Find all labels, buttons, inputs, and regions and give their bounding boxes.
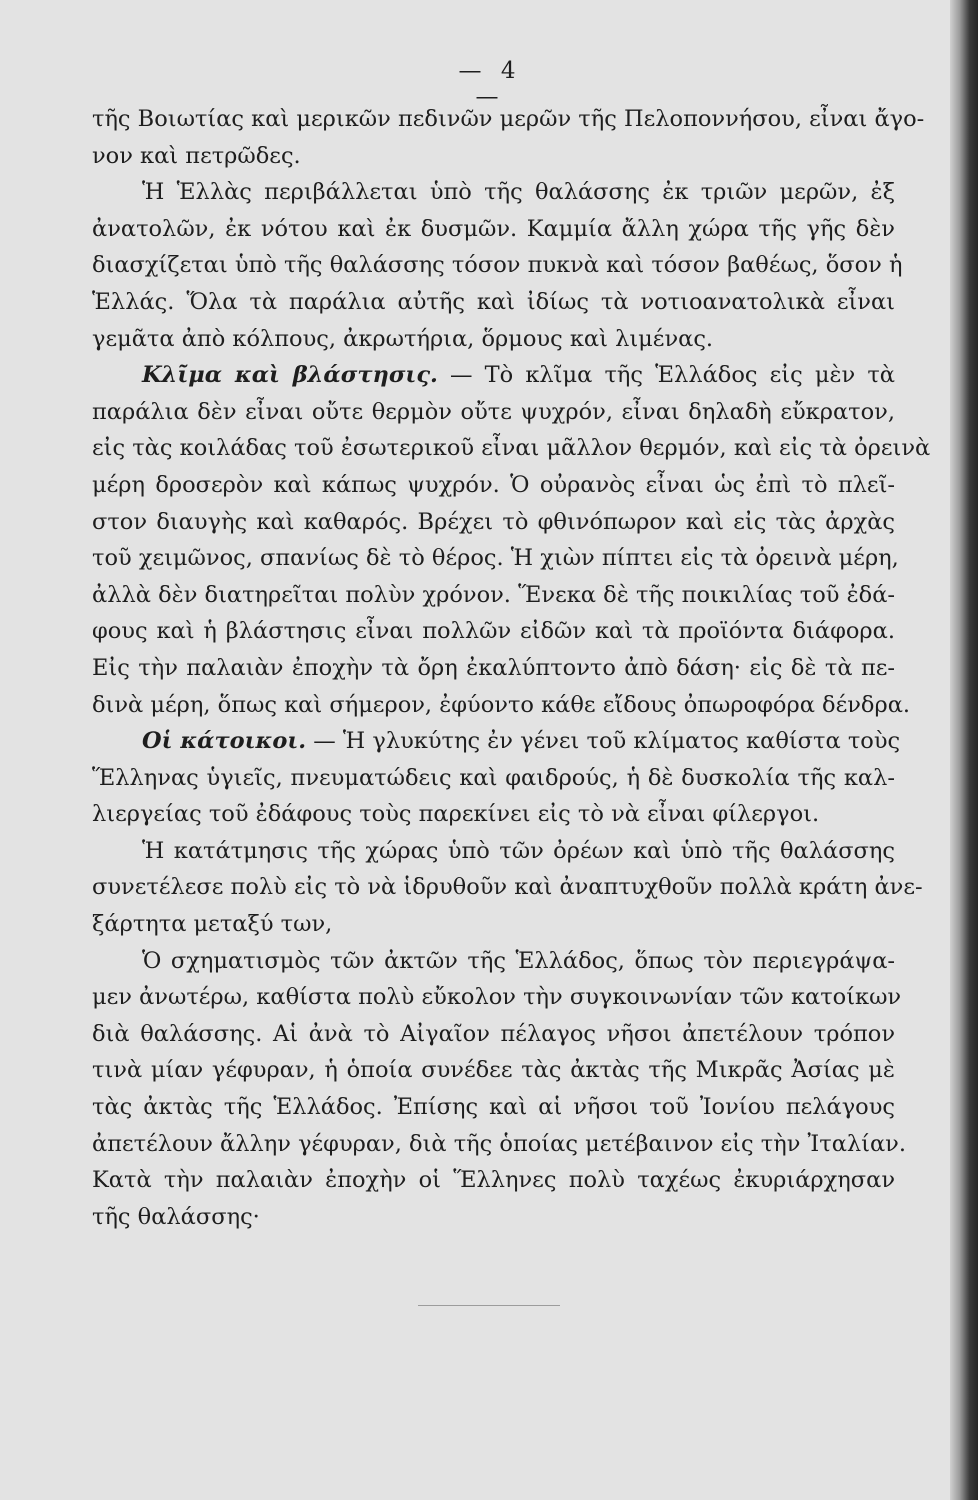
text-line: παράλια δὲν εἶναι οὔτε θερμὸν οὔτε ψυχρόν, εἶναι δηλαδὴ εὔκρατον, [92,398,895,425]
end-rule [418,1305,560,1306]
text-line: ἀλλὰ δὲν διατηρεῖται πολὺν χρόνον. Ἕνεκα δὲ τῆς ποικιλίας τοῦ ἐδά- [92,581,895,608]
text-line: Ἡ κατάτμησις τῆς χώρας ὑπὸ τῶν ὀρέων καὶ ὑπὸ τῆς θαλάσσης [142,837,895,864]
text-line: δινὰ μέρη, ὅπως καὶ σήμερον, ἐφύοντο κάθε εἴδους ὀπωροφόρα δένδρα. [92,691,911,718]
text-line: εἰς τὰς κοιλάδας τοῦ ἐσωτερικοῦ εἶναι μᾶλλον θερμόν, καὶ εἰς τὰ ὀρεινὰ [92,435,931,462]
page-number: — 4 — [458,58,522,110]
text-line: διὰ θαλάσσης. Αἱ ἀνὰ τὸ Αἰγαῖον πέλαγος νῆσοι ἀπετέλουν τρόπον [92,1020,895,1047]
section-heading-climate: Κλῖμα καὶ βλάστησις. [142,362,438,389]
page-edge-shadow [950,0,978,1500]
text-line: διασχίζεται ὑπὸ τῆς θαλάσσης τόσον πυκνὰ καὶ τόσον βαθέως, ὅσον ἡ [92,252,903,279]
text-line: Οἱ κάτοικοι. — Ἡ γλυκύτης ἐν γένει τοῦ κλίματος καθίστα τοὺς [142,728,901,755]
text-line: λιεργείας τοῦ ἐδάφους τοὺς παρεκίνει εἰς τὸ νὰ εἶναι φίλεργοι. [92,801,820,828]
text-line: μέρη δροσερὸν καὶ κάπως ψυχρόν. Ὁ οὐρανὸς εἶναι ὡς ἐπὶ τὸ πλεῖ- [92,471,895,498]
text-line: μεν ἀνωτέρω, καθίστα πολὺ εὔκολον τὴν συγκοινωνίαν τῶν κατοίκων [92,984,902,1011]
text-line: στον διαυγὴς καὶ καθαρός. Βρέχει τὸ φθινόπωρον καὶ εἰς τὰς ἀρχὰς [92,508,895,535]
text-line: ξάρτητα μεταξύ των, [92,911,333,938]
text-line: Ὁ σχηματισμὸς τῶν ἀκτῶν τῆς Ἑλλάδος, ὅπως τὸν περιεγράψα- [142,947,895,974]
section-heading-inhabitants: Οἱ κάτοικοι. [142,728,307,755]
text-line: τῆς θαλάσσης· [92,1203,260,1230]
text-line: τῆς Βοιωτίας καὶ μερικῶν πεδινῶν μερῶν τῆς Πελοποννήσου, εἶναι ἄγο- [92,106,925,132]
text-line: ἀπετέλουν ἄλλην γέφυραν, διὰ τῆς ὁποίας μετέβαινον εἰς τὴν Ἰταλίαν. [92,1130,906,1157]
text-line: Ἕλληνας ὑγιεῖς, πνευματώδεις καὶ φαιδρούς, ἡ δὲ δυσκολία τῆς καλ- [92,764,895,791]
text-line: Ἑλλάς. Ὅλα τὰ παράλια αὐτῆς καὶ ἰδίως τὰ νοτιοανατολικὰ εἶναι [92,288,895,315]
text-line: Κατὰ τὴν παλαιὰν ἐποχὴν οἱ Ἕλληνες πολὺ ταχέως ἐκυριάρχησαν [92,1167,895,1194]
text-line: συνετέλεσε πολὺ εἰς τὸ νὰ ἱδρυθοῦν καὶ ἀναπτυχθοῦν πολλὰ κράτη ἀνε- [92,874,923,901]
text-line: φους καὶ ἡ βλάστησις εἶναι πολλῶν εἰδῶν καὶ τὰ προϊόντα διάφορα. [92,618,895,645]
text-line: νον καὶ πετρῶδες. [92,142,301,169]
body-text [92,101,931,1235]
text-line: γεμᾶτα ἀπὸ κόλπους, ἀκρωτήρια, ὅρμους καὶ λιμένας. [92,325,714,352]
text-line: τὰς ἀκτὰς τῆς Ἑλλάδος. Ἐπίσης καὶ αἱ νῆσοι τοῦ Ἰονίου πελάγους [92,1094,895,1121]
text-line: Ἡ Ἑλλὰς περιβάλλεται ὑπὸ τῆς θαλάσσης ἐκ τριῶν μερῶν, ἐξ [142,179,895,206]
text-line: τινὰ μίαν γέφυραν, ἡ ὁποία συνέδεε τὰς ἀκτὰς τῆς Μικρᾶς Ἀσίας μὲ [92,1057,895,1084]
text-line: Κλῖμα καὶ βλάστησις. — Τὸ κλῖμα τῆς Ἑλλάδος εἰς μὲν τὰ [142,362,895,389]
text-line: Εἰς τὴν παλαιὰν ἐποχὴν τὰ ὄρη ἐκαλύπτοντο ἀπὸ δάση· εἰς δὲ τὰ πε- [92,654,895,681]
text-line: τοῦ χειμῶνος, σπανίως δὲ τὸ θέρος. Ἡ χιὼν πίπτει εἰς τὰ ὀρεινὰ μέρη, [92,545,899,572]
text-line: ἀνατολῶν, ἐκ νότου καὶ ἐκ δυσμῶν. Καμμία ἄλλη χώρα τῆς γῆς δὲν [92,215,895,242]
